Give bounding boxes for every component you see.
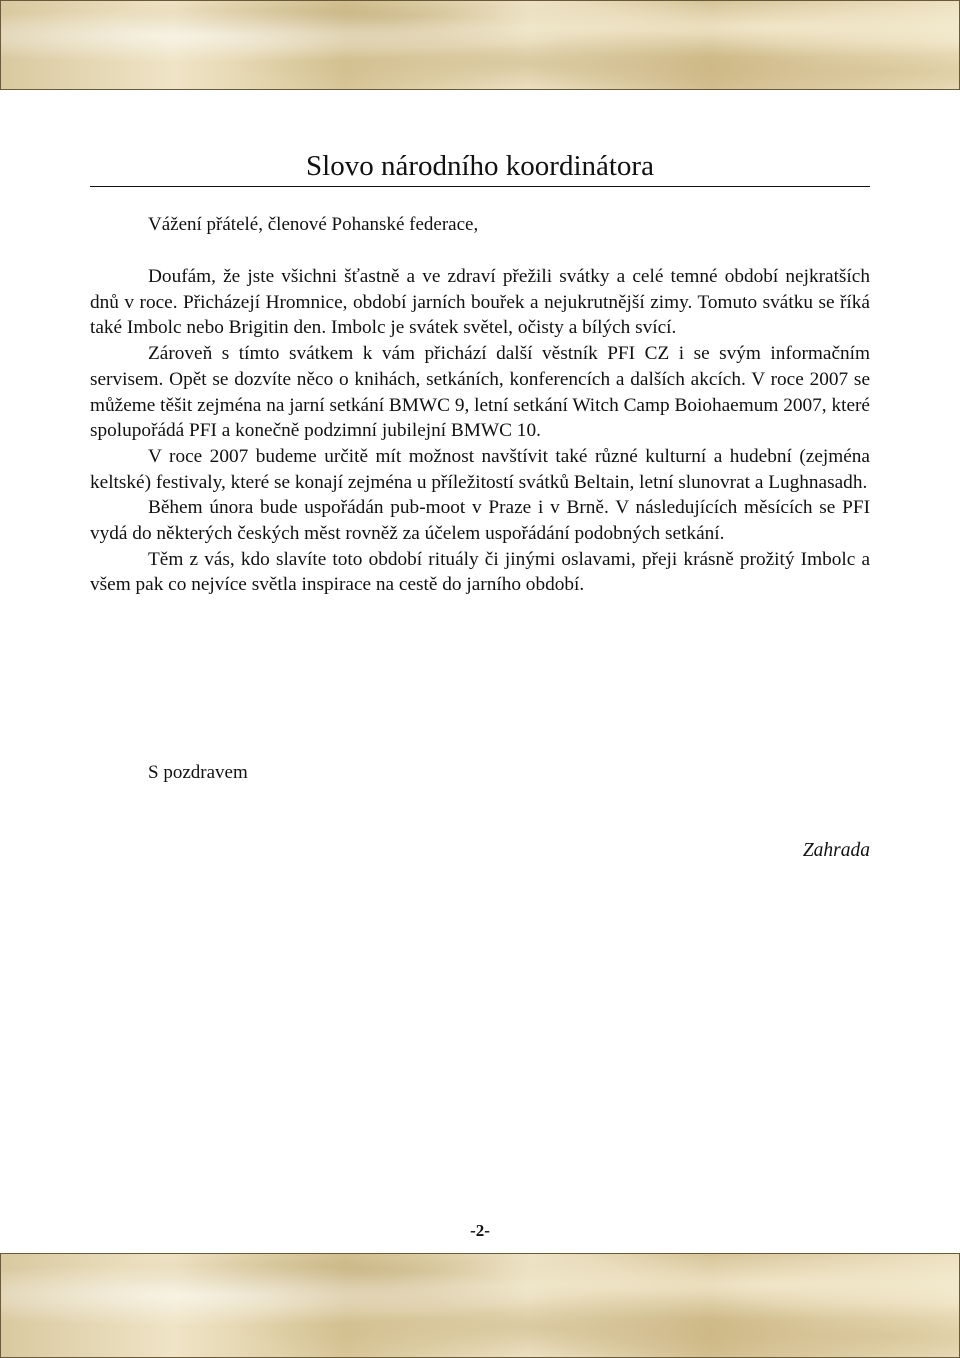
- salutation: Vážení přátelé, členové Pohanské federace,: [148, 214, 479, 235]
- parchment-footer-band: [0, 1253, 960, 1358]
- paragraph-2: Zároveň s tímto svátkem k vám přichází další věstník PFI CZ i se svým informačním servisem. Opět se dozvíte něco o knihách, setkáních, konferencích a dalších akcích. V roce 2007 se můžeme těšit zejména na jarní setkání BMWC 9, letní setkání Witch Camp Boiohaemum 2007, které spolupořádá PFI a konečně podzimní jubilejní BMWC 10.: [90, 343, 870, 442]
- page-title: Slovo národního koordinátora: [306, 150, 654, 182]
- letter-body: [90, 264, 870, 598]
- paragraph-1: Doufám, že jste všichni šťastně a ve zdraví přežili svátky a celé temné období nejkratších dnů v roce. Přicházejí Hromnice, období jarních bouřek a nejukrutnější zimy. Tomuto svátku se říká také Imbolc nebo Brigitin den. Imbolc je svátek světel, očisty a bílých svící.: [90, 266, 870, 339]
- signature: Zahrada: [802, 840, 870, 861]
- paragraph-3: V roce 2007 budeme určitě mít možnost navštívit také různé kulturní a hudební (zejména keltské) festivaly, které se konají zejména u příležitostí svátků Beltain, letní slunovrat a Lughnasadh.: [90, 445, 870, 493]
- paragraph-4: Během února bude uspořádán pub-moot v Praze i v Brně. V následujících měsících se PFI vydá do některých českých měst rovněž za účelem uspořádání podobných setkání.: [90, 497, 870, 545]
- closing: S pozdravem: [148, 762, 248, 783]
- title-underline: [90, 186, 870, 187]
- paragraph-5: Těm z vás, kdo slavíte toto období rituály či jinými oslavami, přeji krásně prožitý Imbolc a všem pak co nejvíce světla inspirace na cestě do jarního období.: [90, 548, 870, 596]
- page-number: -2-: [470, 1221, 490, 1240]
- parchment-header-band: [0, 0, 960, 90]
